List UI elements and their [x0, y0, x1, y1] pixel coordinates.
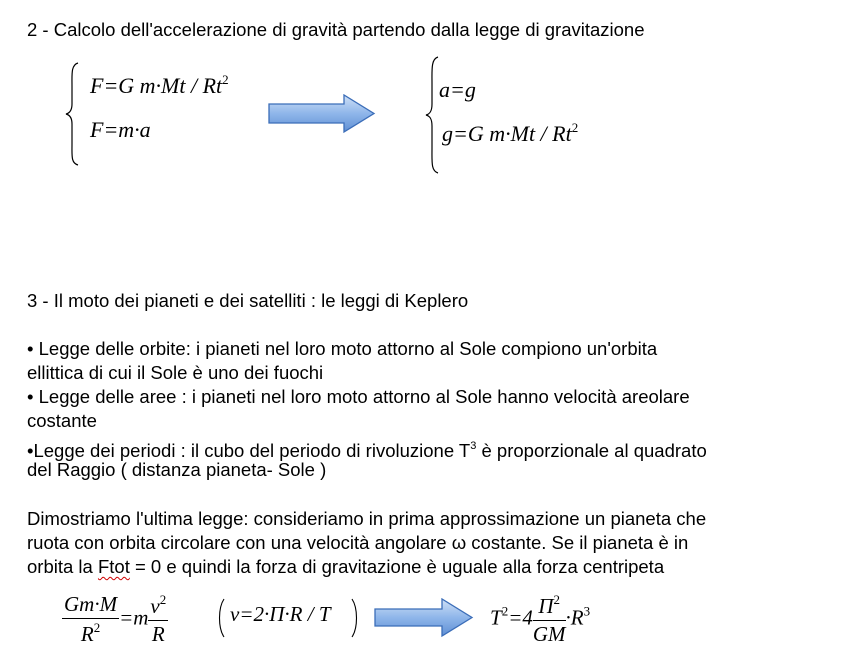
law-areas-line-1: • Legge delle aree : i pianeti nel loro moto attorno al Sole hanno velocità areolare	[27, 386, 690, 407]
demonstration-line-1: Dimostriamo l'ultima legge: consideriamo in prima approssimazione un pianeta che	[27, 508, 707, 529]
right-brace-icon	[424, 56, 440, 174]
spellcheck-underline-ftot: Ftot	[97, 556, 130, 577]
close-paren-icon	[350, 598, 360, 638]
equation-velocity: v=2·Π·R / T	[230, 602, 331, 626]
section-3-heading: 3 - Il moto dei pianeti e dei satelliti : le leggi di Keplero	[27, 290, 469, 311]
equation-acceleration-equals-g: a=g	[439, 77, 476, 102]
demonstration-line-2: ruota con orbita circolare con una velocità angolare ω costante. Se il pianeta è in	[27, 532, 689, 553]
right-arrow-icon	[374, 598, 474, 638]
law-areas-line-2: costante	[27, 410, 97, 431]
right-arrow-icon	[268, 94, 376, 134]
left-brace-icon	[64, 62, 80, 166]
equation-newton-force: F=m·a	[90, 117, 151, 142]
law-orbits-line-2: ellittica di cui il Sole è uno dei fuochi	[27, 362, 324, 383]
equation-g-formula: g=G m·Mt / Rt$^2$	[442, 120, 579, 146]
law-orbits-line-1: • Legge delle orbite: i pianeti nel loro moto attorno al Sole compiono un'orbita	[27, 338, 658, 359]
section-2-heading: 2 - Calcolo dell'accelerazione di gravità partendo dalla legge di gravitazione	[27, 19, 645, 40]
law-periods-line-1: •Legge dei periodi : il cubo del periodo di rivoluzione $T^3$ è proporzionale al quadrato	[27, 440, 707, 461]
open-paren-icon	[216, 598, 226, 638]
demonstration-line-3: orbita la Ftot = 0 e quindi la forza di gravitazione è uguale alla forza centripeta	[27, 556, 665, 577]
equation-gravity-force: F=G m·Mt / Rt$^2$	[90, 72, 229, 98]
law-periods-line-2: del Raggio ( distanza pianeta- Sole )	[27, 459, 327, 480]
formula-kepler-third-law: $T^2=4$ $\frac{\Pi^2}{GM}$ $\cdot R^3$	[490, 592, 591, 646]
formula-force-balance: $\frac{Gm\cdot M}{R^2}$ =m $\frac{v^2}{R}$	[64, 592, 167, 646]
